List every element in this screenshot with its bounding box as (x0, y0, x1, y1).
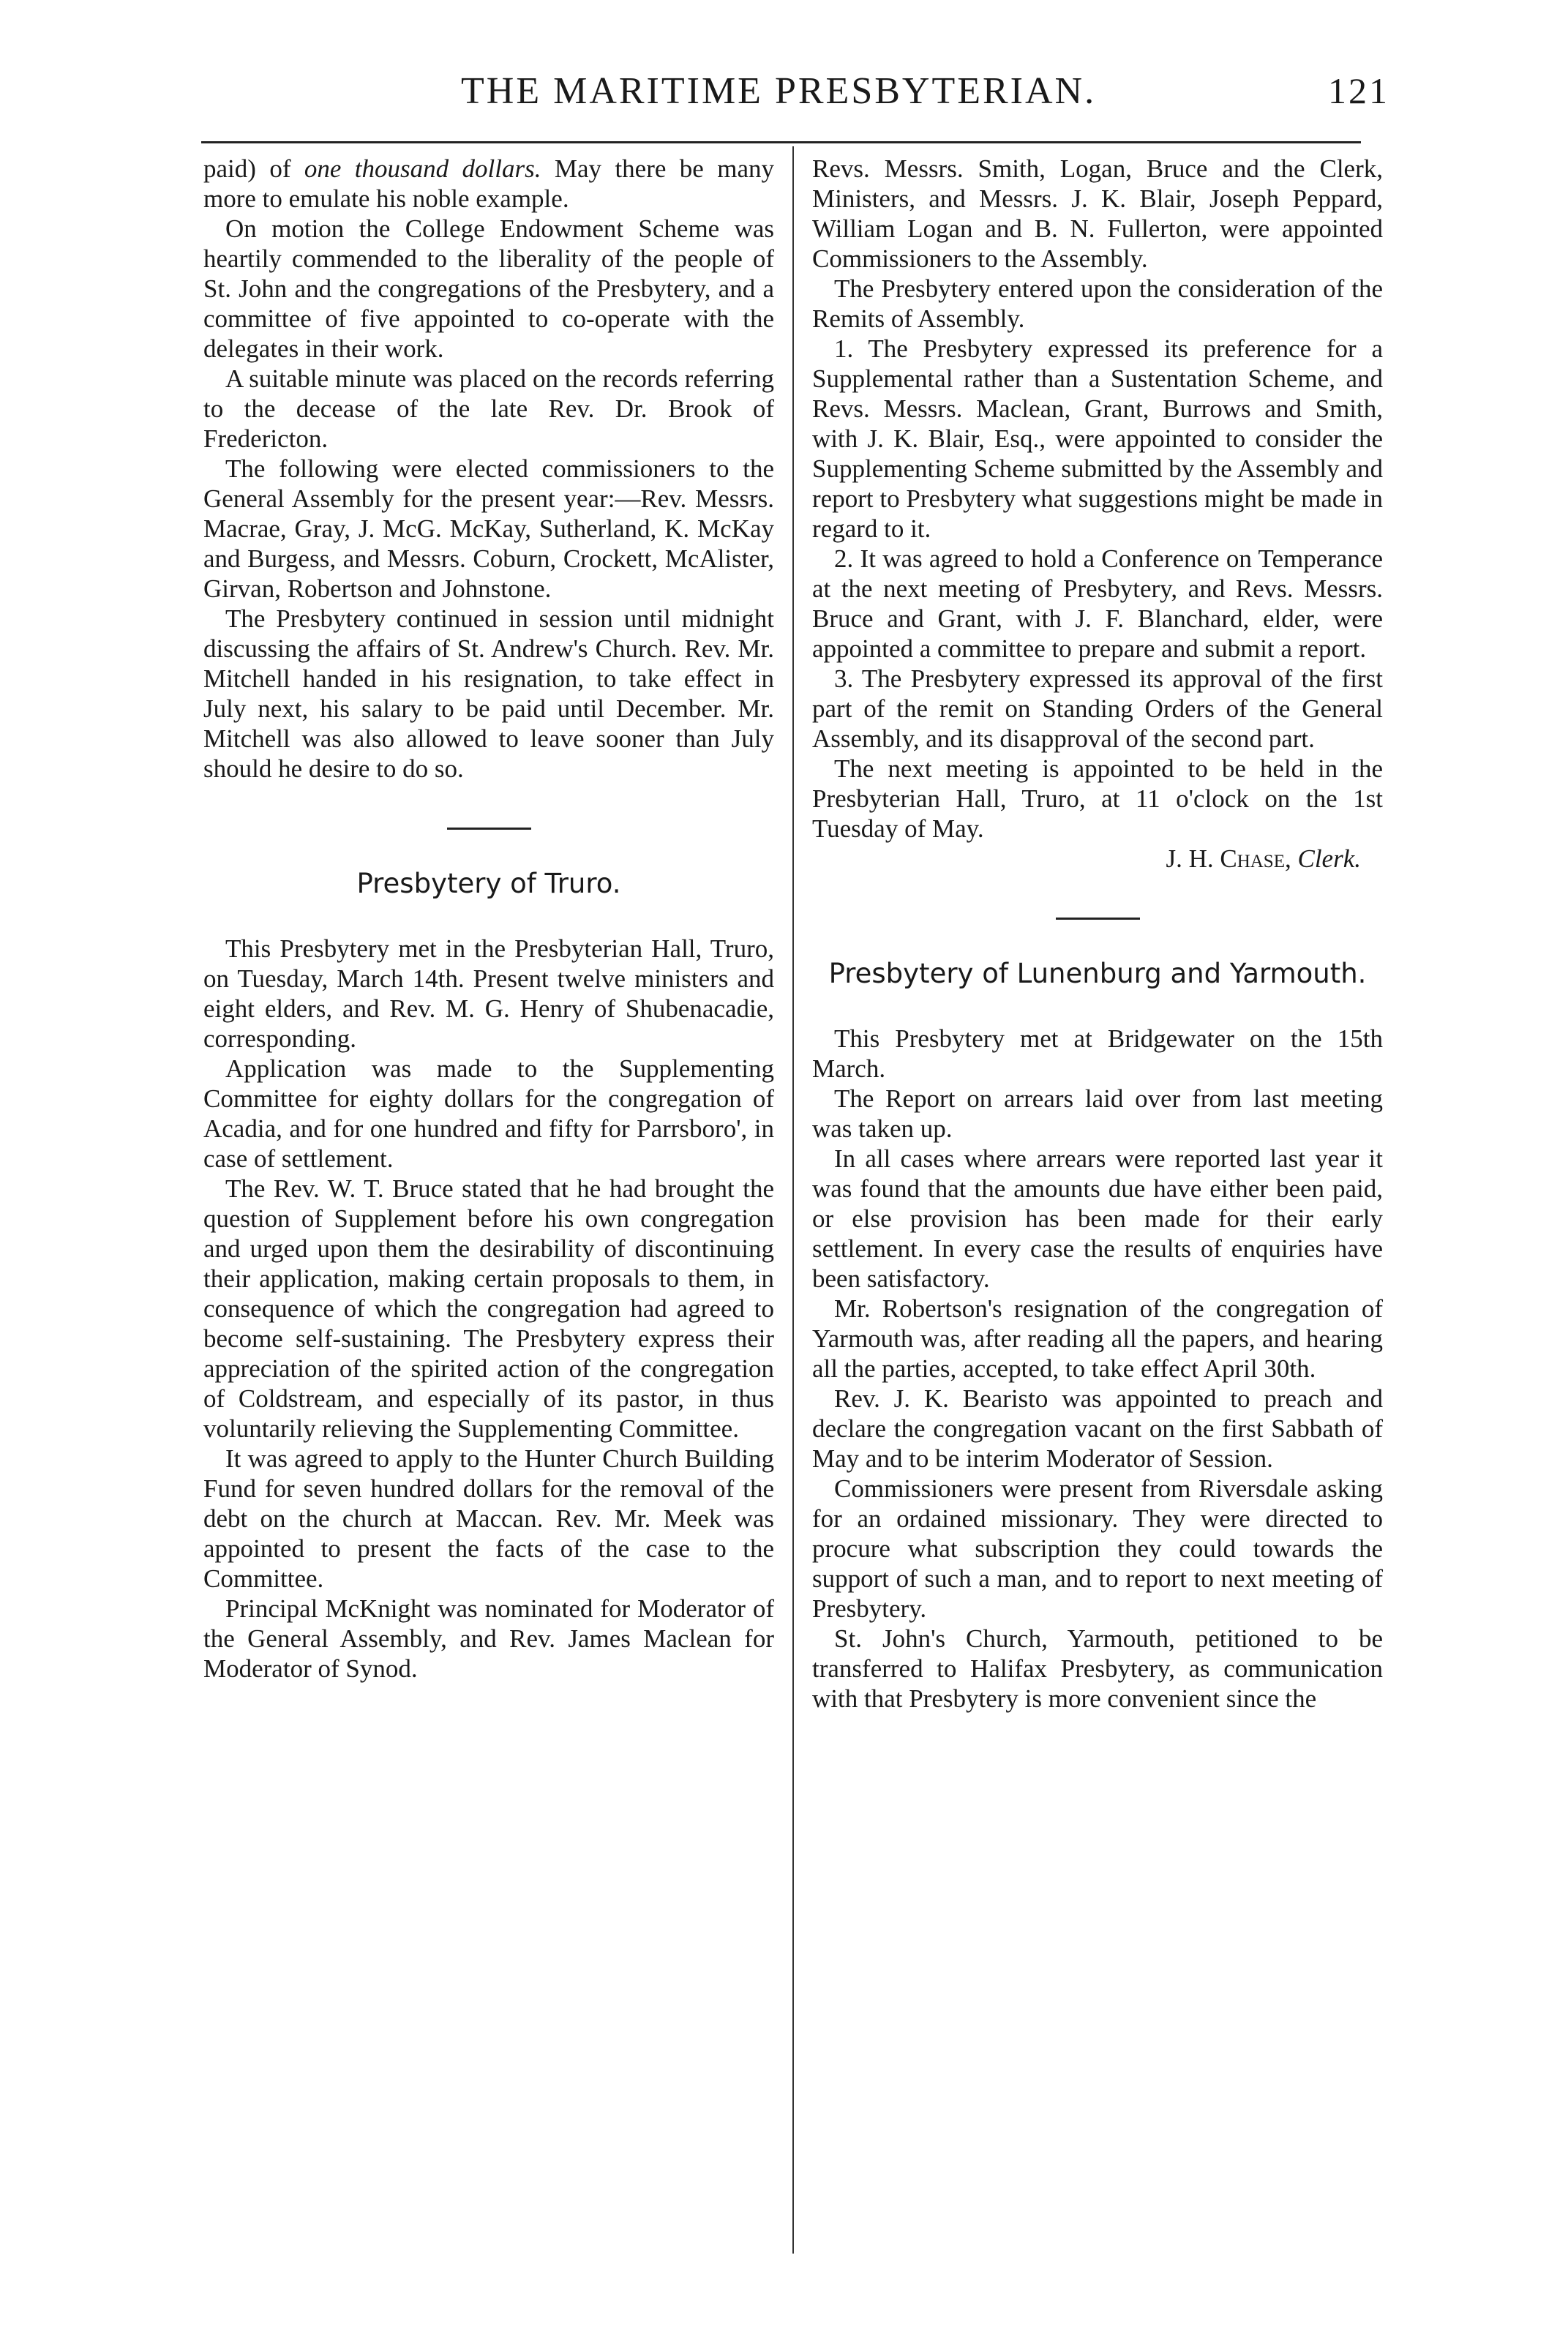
section-heading-truro: Presbytery of Truro. (356, 868, 621, 899)
paragraph: Rev. J. K. Bearisto was appointed to preach and declare the congregation vacant on the first Sabbath of May and to be interim Moderator of Session. (812, 1384, 1383, 1473)
paragraph: This Presbytery met in the Presbyterian Hall, Truro, on Tuesday, March 14th. Present twelve ministers and eight elders, and Rev. M. G. Henry of Shubenacadie, corresponding. (203, 934, 774, 1053)
paragraph: On motion the College Endowment Scheme was heartily commended to the liberality of the people of St. John and the congregations of the Presbytery, and a committee of five appointed to co-operate with the delegates in their work. (203, 214, 774, 363)
section-rule (447, 828, 531, 830)
paragraph: In all cases where arrears were reported last year it was found that the amounts due have either been paid, or else provision has been made for their early settlement. In every case the results of enquiries have been satisfactory. (812, 1144, 1383, 1293)
paragraph: The Presbytery entered upon the consideration of the Remits of Assembly. (812, 274, 1383, 333)
paragraph: Commissioners were present from Riversdale asking for an ordained missionary. They were directed to procure what subscription they could towards the support of such a man, and to report to next meeting of Presbytery. (812, 1474, 1383, 1623)
paragraph-text: May there be many more to emulate his noble example. (203, 154, 774, 213)
paragraph: St. John's Church, Yarmouth, petitioned to be transferred to Halifax Presbytery, as communication with that Presbytery is more convenient since the (812, 1624, 1383, 1713)
paragraph: 3. The Presbytery expressed its approval of the first part of the remit on Standing Orders of the General Assembly, and its disapproval of the second part. (812, 664, 1383, 753)
page-number: 121 (1328, 70, 1389, 111)
paragraph: Mr. Robertson's resignation of the congregation of Yarmouth was, after reading all the papers, and hearing all the parties, accepted, to take effect April 30th. (812, 1294, 1383, 1383)
left-column (203, 154, 774, 1684)
paragraph: 1. The Presbytery expressed its preference for a Supplemental rather than a Sustentation Scheme, and Revs. Messrs. Maclean, Grant, Burrows and Smith, with J. K. Blair, Esq., were appointed to consider the Supplementing Scheme submitted by the Assembly and report to Presbytery what suggestions might be made in regard to it. (812, 334, 1383, 543)
paragraph (203, 154, 774, 214)
paragraph-text: paid) of (203, 154, 304, 183)
paragraph: A suitable minute was placed on the records referring to the decease of the late Rev. Dr. Brook of Fredericton. (203, 364, 774, 453)
paragraph: The Report on arrears laid over from last meeting was taken up. (812, 1084, 1383, 1143)
paragraph: Application was made to the Supplementing Committee for eighty dollars for the congregation of Acadia, and for one hundred and fifty for Parrsboro', in case of settlement. (203, 1054, 774, 1173)
right-column (812, 154, 1383, 1714)
signature-title: Clerk. (1297, 844, 1361, 873)
paragraph: Revs. Messrs. Smith, Logan, Bruce and the Clerk, Ministers, and Messrs. J. K. Blair, Joseph Peppard, William Logan and B. N. Fullerton, were appointed Commissioners to the Assembly. (812, 154, 1383, 273)
paragraph: The following were elected commissioners to the General Assembly for the present year:—Rev. Messrs. Macrae, Gray, J. McG. McKay, Sutherland, K. McKay and Burgess, and Messrs. Coburn, Crockett, McAlister, Girvan, Robertson and Johnstone. (203, 454, 774, 603)
paragraph: It was agreed to apply to the Hunter Church Building Fund for seven hundred dollars for the removal of the debt on the church at Maccan. Rev. Mr. Meek was appointed to present the facts of the case to the Committee. (203, 1444, 774, 1593)
section-heading-lunenburg: Presbytery of Lunenburg and Yarmouth. (828, 958, 1367, 989)
paragraph: The Presbytery continued in session until midnight discussing the affairs of St. Andrew's Church. Rev. Mr. Mitchell handed in his resignation, to take effect in July next, his salary to be paid until December. Mr. Mitchell was also allowed to leave sooner than July should he desire to do so. (203, 604, 774, 783)
paragraph: This Presbytery met at Bridgewater on the 15th March. (812, 1024, 1383, 1083)
paragraph: 2. It was agreed to hold a Conference on Temperance at the next meeting of Presbytery, and Revs. Messrs. Bruce and Grant, with J. F. Blanchard, elder, were appointed a committee to prepare and submit a report. (812, 544, 1383, 663)
paragraph: The next meeting is appointed to be held in the Presbyterian Hall, Truro, at 11 o'clock on the 1st Tuesday of May. (812, 754, 1383, 843)
signature (812, 844, 1383, 874)
section-rule (1056, 918, 1140, 920)
running-title: THE MARITIME PRESBYTERIAN. (461, 70, 1097, 112)
header-rule (201, 141, 1361, 143)
page-header (0, 70, 1568, 121)
column-divider (792, 146, 794, 2254)
italic-text: one thousand dollars. (304, 154, 541, 183)
signature-name: J. H. Chase, (1166, 844, 1291, 873)
paragraph: The Rev. W. T. Bruce stated that he had brought the question of Supplement before his own congregation and urged upon them the desirability of discontinuing their application, making certain proposals to them, in consequence of which the congregation had agreed to become self-sustaining. The Presbytery express their appreciation of the spirited action of the congregation of Coldstream, and especially of its pastor, in thus voluntarily relieving the Supplementing Committee. (203, 1174, 774, 1443)
paragraph: Principal McKnight was nominated for Moderator of the General Assembly, and Rev. James Maclean for Moderator of Synod. (203, 1594, 774, 1683)
